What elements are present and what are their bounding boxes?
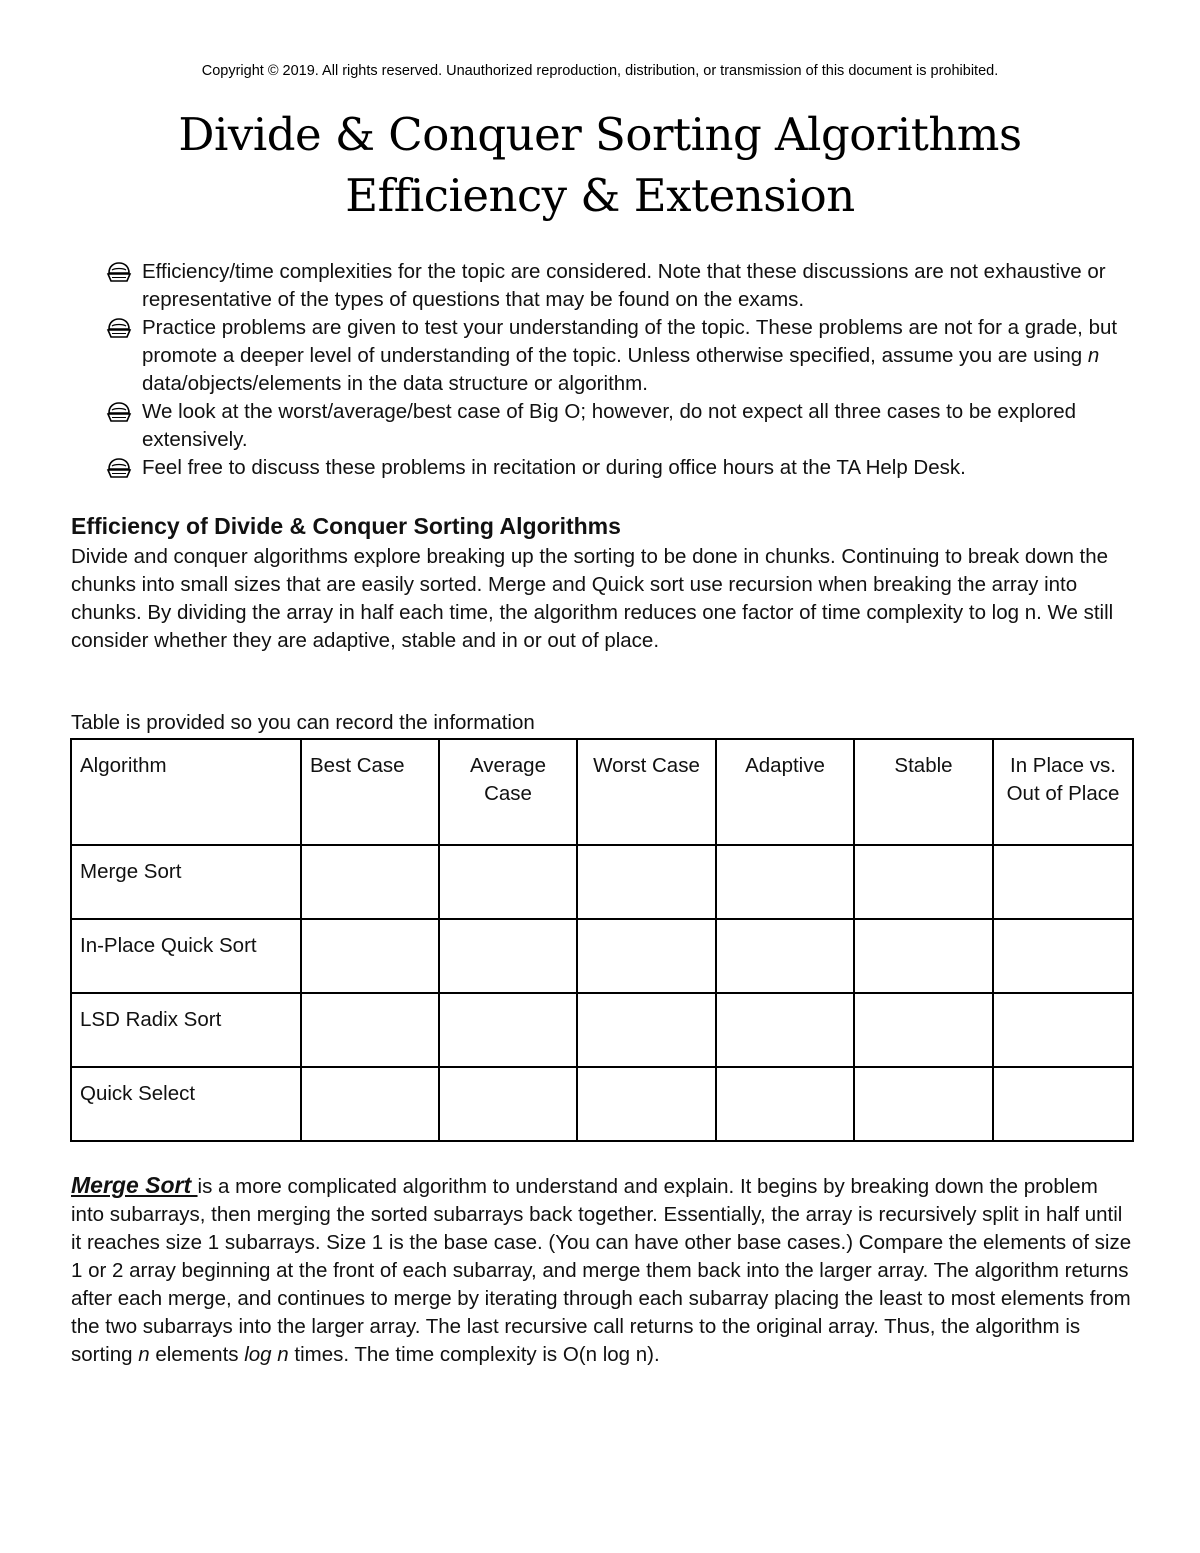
table-cell (301, 1067, 439, 1141)
row-label: LSD Radix Sort (71, 993, 301, 1067)
bulb-bowl-icon (106, 261, 132, 285)
table-cell (577, 919, 716, 993)
header-algorithm: Algorithm (71, 739, 301, 845)
table-caption: Table is provided so you can record the information (71, 711, 535, 734)
table-header-row (71, 739, 1133, 845)
bullet-item (102, 258, 1142, 314)
merge-sort-term: Merge Sort (71, 1172, 198, 1198)
bullet-text: Efficiency/time complexities for the topic are considered. Note that these discussions are not exhaustive or representative of the types of questions that may be found on the exams. (142, 260, 1106, 311)
bullet-item (102, 398, 1142, 454)
copyright-notice: Copyright © 2019. All rights reserved. Unauthorized reproduction, distribution, or transmission of this document is prohibited. (201, 63, 999, 79)
table-cell (716, 919, 854, 993)
section-paragraph: Divide and conquer algorithms explore breaking up the sorting to be done in chunks. Continuing to break down the chunks into small sizes that are easily sorted. Merge and Quick sort use recursion when breaking the array into chunks. By dividing the array in half each time, the algorithm reduces one factor of time complexity to log n. We still consider whether they are adaptive, stable and in or out of place. (71, 545, 1114, 652)
page-title (0, 104, 1200, 226)
row-label: Merge Sort (71, 845, 301, 919)
table-cell (993, 919, 1133, 993)
row-label: Quick Select (71, 1067, 301, 1141)
table-cell (854, 919, 993, 993)
title-line-2: Efficiency & Extension (345, 169, 855, 222)
log-n: log n (244, 1343, 289, 1366)
bullet-text: Practice problems are given to test your understanding of the topic. These problems are not for a grade, but promote a deeper level of understanding of the topic. Unless otherwise specified, assume you are using (142, 316, 1118, 367)
table-cell (439, 919, 577, 993)
table-row (71, 845, 1133, 919)
table-row (71, 993, 1133, 1067)
table-cell (716, 845, 854, 919)
table-cell (716, 1067, 854, 1141)
table-cell (439, 1067, 577, 1141)
header-stable: Stable (854, 739, 993, 845)
bulb-bowl-icon (106, 401, 132, 425)
table-cell (716, 993, 854, 1067)
header-best-case: Best Case (301, 739, 439, 845)
bulb-bowl-icon (106, 457, 132, 481)
table-row (71, 919, 1133, 993)
table-cell (854, 1067, 993, 1141)
table-cell (993, 1067, 1133, 1141)
header-in-place: In Place vs. Out of Place (993, 739, 1133, 845)
table-cell (577, 1067, 716, 1141)
row-label: In-Place Quick Sort (71, 919, 301, 993)
bullet-item (102, 314, 1142, 398)
table-cell (439, 993, 577, 1067)
table-cell (577, 845, 716, 919)
merge-text: is a more complicated algorithm to understand and explain. It begins by breaking down the problem into subarrays, then merging the sorted subarrays back together. Essentially, the array is recursively split in half until it reaches size 1 subarrays. Size 1 is the base case. (You can have other base cases.) Compare the elements of size 1 or 2 array beginning at the front of each subarray, and merge them back into the larger array. The algorithm returns after each merge, and continues to merge by iterating through each subarray placing the least to most elements from the two subarrays into the larger array. The last recursive call returns to the original array. Thus, the algorithm is sorting (71, 1175, 1132, 1366)
bullet-text: Feel free to discuss these problems in recitation or during office hours at the TA Help Desk. (142, 456, 966, 479)
header-adaptive: Adaptive (716, 739, 854, 845)
table-row (71, 1067, 1133, 1141)
table-cell (854, 845, 993, 919)
bullet-text: We look at the worst/average/best case of Big O; however, do not expect all three cases to be explored extensively. (142, 400, 1077, 451)
title-line-1: Divide & Conquer Sorting Algorithms (178, 108, 1022, 161)
intro-bullet-list (102, 258, 1142, 482)
header-average-case: Average Case (439, 739, 577, 845)
table-cell (301, 919, 439, 993)
bullet-text: data/objects/elements in the data structure or algorithm. (142, 372, 648, 395)
merge-text: times. The time complexity is O(n log n). (288, 1343, 660, 1366)
header-worst-case: Worst Case (577, 739, 716, 845)
merge-text: elements (149, 1343, 245, 1366)
bullet-item (102, 454, 1142, 482)
variable-n: n (1087, 344, 1100, 367)
table-cell (301, 845, 439, 919)
table-cell (301, 993, 439, 1067)
bulb-bowl-icon (106, 317, 132, 341)
table-cell (854, 993, 993, 1067)
efficiency-table (70, 738, 1134, 1142)
section-heading: Efficiency of Divide & Conquer Sorting Algorithms (71, 513, 621, 539)
merge-sort-paragraph (71, 1171, 1136, 1369)
table-cell (439, 845, 577, 919)
table-cell (993, 993, 1133, 1067)
table-cell (577, 993, 716, 1067)
variable-n: n (138, 1343, 150, 1366)
table-cell (993, 845, 1133, 919)
